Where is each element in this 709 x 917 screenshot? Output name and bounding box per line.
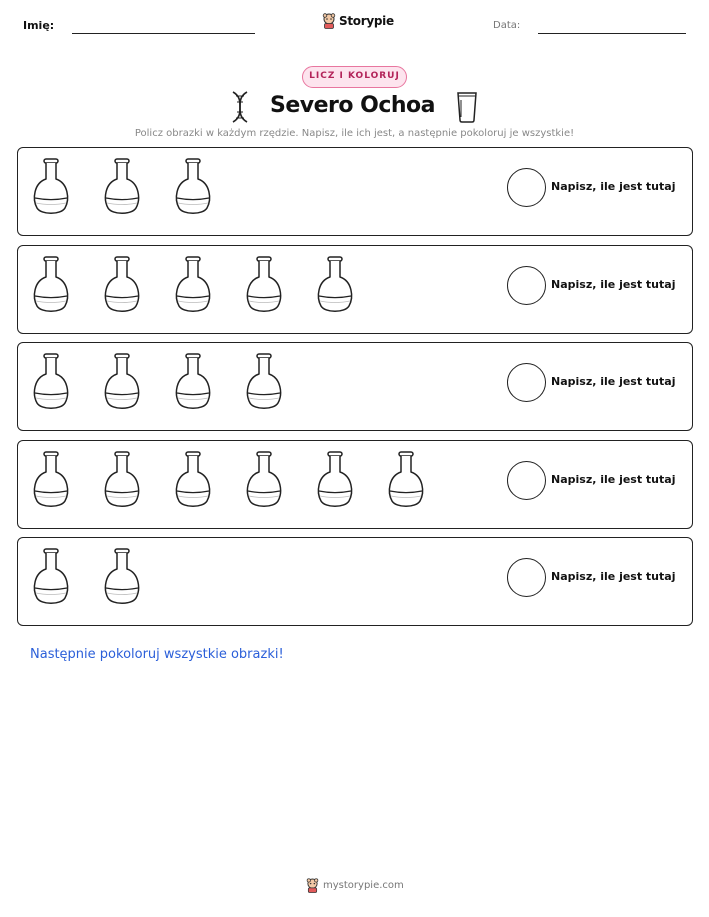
instructions: Policz obrazki w każdym rzędzie. Napisz, ile ich jest, a następnie pokoloruj je wszystkie!: [134, 128, 575, 139]
flask-icon[interactable]: [102, 547, 142, 609]
answer-circle[interactable]: [507, 558, 546, 597]
flask-icon[interactable]: [244, 352, 284, 414]
name-line: [72, 33, 255, 34]
counting-row: [17, 440, 693, 529]
storypie-mascot-icon: [306, 878, 319, 893]
dna-icon: [229, 91, 251, 123]
answer-circle[interactable]: [507, 266, 546, 305]
storypie-mascot-icon: [322, 13, 336, 29]
flask-icon[interactable]: [173, 255, 213, 317]
flask-icon[interactable]: [315, 450, 355, 512]
flask-icon[interactable]: [102, 352, 142, 414]
flask-icon[interactable]: [31, 450, 71, 512]
answer-circle[interactable]: [507, 168, 546, 207]
answer-label: Napisz, ile jest tutaj: [551, 180, 676, 193]
answer-circle[interactable]: [507, 461, 546, 500]
answer-circle[interactable]: [507, 363, 546, 402]
counting-row: [17, 147, 693, 236]
flask-icon[interactable]: [244, 450, 284, 512]
flask-icon[interactable]: [31, 352, 71, 414]
flask-icon[interactable]: [31, 547, 71, 609]
flask-icon[interactable]: [386, 450, 426, 512]
footer-note: Następnie pokoloruj wszystkie obrazki!: [30, 647, 284, 662]
counting-row: [17, 245, 693, 334]
flask-icon[interactable]: [102, 450, 142, 512]
brand-name: Storypie: [339, 14, 394, 28]
page-footer: [306, 878, 404, 893]
flask-icon[interactable]: [31, 255, 71, 317]
flask-icon[interactable]: [31, 157, 71, 219]
page-title: Severo Ochoa: [270, 93, 436, 118]
answer-label: Napisz, ile jest tutaj: [551, 472, 676, 486]
answer-label: Napisz, ile jest tutaj: [551, 277, 676, 291]
beaker-icon: [456, 91, 478, 123]
footer-site: mystorypie.com: [323, 880, 404, 891]
flask-icon[interactable]: [315, 255, 355, 317]
counting-row: [17, 537, 693, 626]
flask-icon[interactable]: [102, 157, 142, 219]
name-label: Imię:: [23, 19, 55, 32]
date-label: Data:: [493, 20, 521, 31]
activity-badge: LICZ I KOLORUJ: [302, 66, 407, 88]
answer-label: Napisz, ile jest tutaj: [551, 375, 676, 388]
date-line: [538, 33, 686, 34]
answer-label: Napisz, ile jest tutaj: [551, 570, 676, 583]
counting-row: [17, 342, 693, 431]
flask-icon[interactable]: [173, 352, 213, 414]
flask-icon[interactable]: [244, 255, 284, 317]
worksheet-header: [0, 0, 709, 50]
flask-icon[interactable]: [102, 255, 142, 317]
flask-icon[interactable]: [173, 450, 213, 512]
title-row: [0, 88, 709, 124]
flask-icon[interactable]: [173, 157, 213, 219]
brand-logo: [322, 13, 394, 29]
